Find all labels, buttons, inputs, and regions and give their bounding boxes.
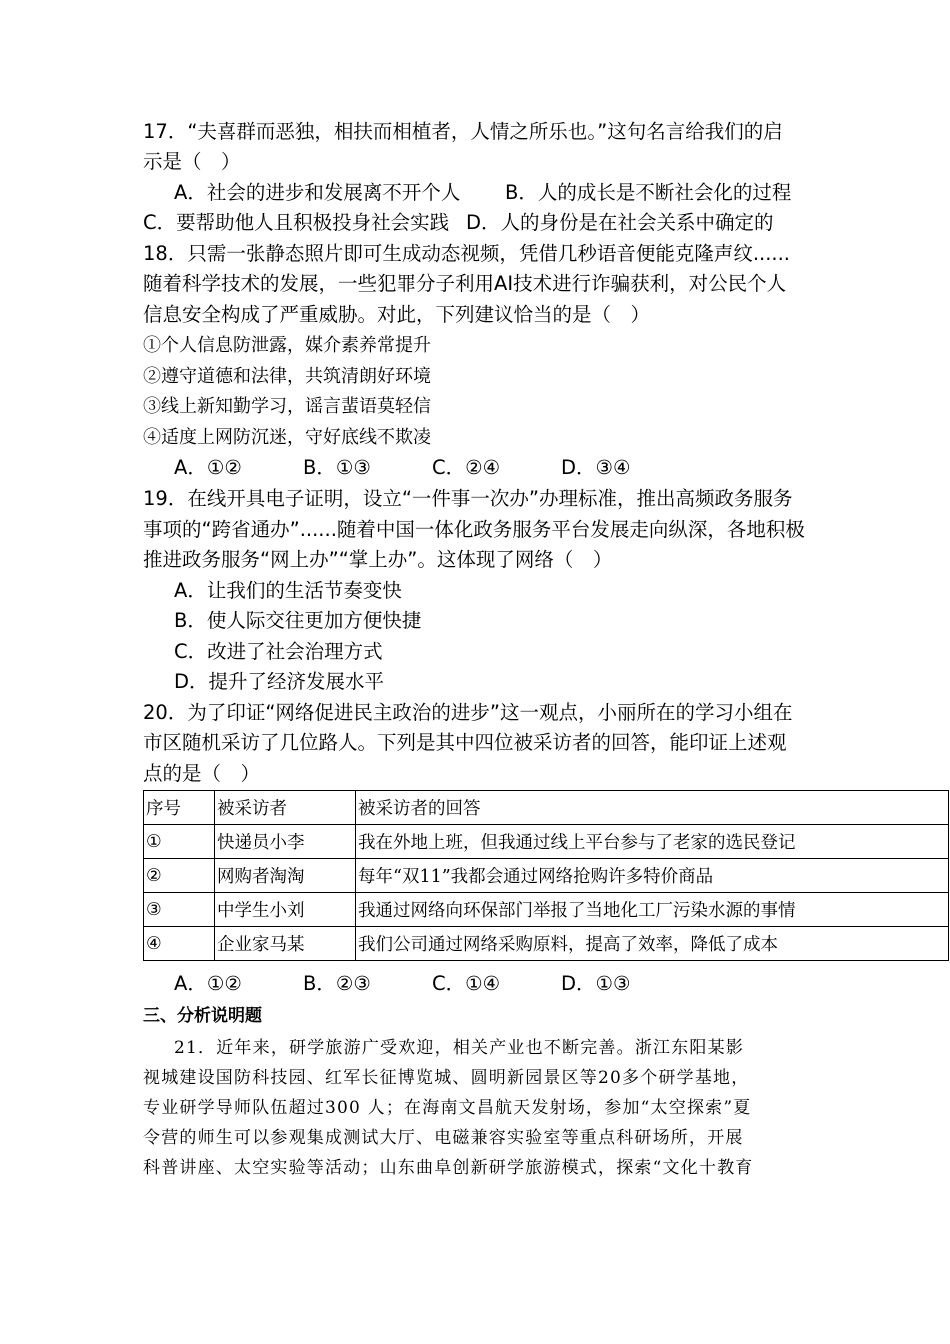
q20-option-c: C．①④ — [432, 972, 501, 995]
q19-option-b: B．使人际交往更加方便快捷 — [174, 609, 422, 632]
q20-option-b: B．②③ — [303, 972, 371, 995]
q21-paragraph-line2: 视城建设国防科技园、红军长征博览城、圆明新园景区等20多个研学基地， — [143, 1068, 750, 1088]
q18-item-2: ②遵守道德和法律，共筑清朗好环境 — [143, 366, 431, 387]
table-header-cell: 被采访者的回答 — [356, 791, 949, 825]
q17-stem-line1: 17．“夫喜群而恶独，相扶而相植者，人情之所乐也。”这句名言给我们的启 — [143, 120, 783, 143]
q19-option-d: D．提升了经济发展水平 — [174, 670, 385, 693]
q19-option-c: C．改进了社会治理方式 — [174, 640, 383, 663]
q18-stem-line1: 18．只需一张静态照片即可生成动态视频，凭借几秒语音便能克隆声纹...... — [143, 242, 791, 265]
q17-option-c: C．要帮助他人且积极投身社会实践 — [143, 211, 450, 234]
table-row — [144, 825, 949, 859]
table-row — [144, 893, 949, 927]
table-cell: 我们公司通过网络采购原料，提高了效率，降低了成本 — [356, 927, 949, 961]
table-cell: ① — [144, 825, 215, 859]
q18-option-c: C．②④ — [432, 456, 501, 479]
q18-option-d: D．③④ — [561, 456, 631, 479]
table-cell: ④ — [144, 927, 215, 961]
q18-option-a: A．①② — [174, 456, 242, 479]
table-header-row — [144, 791, 949, 825]
table-cell: 企业家马某 — [215, 927, 356, 961]
q19-option-a: A．让我们的生活节奏变快 — [174, 579, 402, 602]
q18-item-4: ④适度上网防沉迷，守好底线不欺凌 — [143, 427, 431, 448]
table-cell: ② — [144, 859, 215, 893]
q19-stem-line3: 推进政务服务“网上办”“掌上办”。这体现了网络（ ） — [143, 548, 613, 571]
table-header-cell: 序号 — [144, 791, 215, 825]
table-cell: 快递员小李 — [215, 825, 356, 859]
q17-option-d: D．人的身份是在社会关系中确定的 — [466, 211, 774, 234]
q20-stem-line2: 市区随机采访了几位路人。下列是其中四位被采访者的回答，能印证上述观 — [143, 731, 787, 754]
q17-stem-line2: 示是（ ） — [143, 150, 241, 173]
interview-table — [143, 790, 949, 961]
table-cell: 我通过网络向环保部门举报了当地化工厂污染水源的事情 — [356, 893, 949, 927]
q18-stem-line3: 信息安全构成了严重威胁。对此，下列建议恰当的是（ ） — [143, 303, 651, 326]
section-heading: 三、分析说明题 — [143, 1006, 262, 1026]
q19-stem-line2: 事项的“跨省通办”......随着中国一体化政务服务平台发展走向纵深，各地积极 — [143, 518, 805, 541]
table-cell: ③ — [144, 893, 215, 927]
q17-option-b: B．人的成长是不断社会化的过程 — [505, 181, 792, 204]
q20-stem-line3: 点的是（ ） — [143, 762, 261, 785]
table-cell: 中学生小刘 — [215, 893, 356, 927]
table-cell: 每年“双11”我都会通过网络抢购许多特价商品 — [356, 859, 949, 893]
table-header-cell: 被采访者 — [215, 791, 356, 825]
q20-stem-line1: 20．为了印证“网络促进民主政治的进步”这一观点，小丽所在的学习小组在 — [143, 701, 793, 724]
q21-paragraph-line4: 令营的师生可以参观集成测试大厅、电磁兼容实验室等重点科研场所，开展 — [143, 1128, 744, 1148]
q19-stem-line1: 19．在线开具电子证明，设立“一件事一次办”办理标准，推出高频政务服务 — [143, 487, 793, 510]
q21-paragraph-line1: 21．近年来，研学旅游广受欢迎，相关产业也不断完善。浙江东阳某影 — [174, 1038, 745, 1058]
q18-option-b: B．①③ — [303, 456, 371, 479]
table-row — [144, 927, 949, 961]
table-row — [144, 859, 949, 893]
q21-paragraph-line3: 专业研学导师队伍超过300 人；在海南文昌航天发射场，参加“太空探索”夏 — [143, 1098, 752, 1118]
table-cell: 我在外地上班，但我通过线上平台参与了老家的选民登记 — [356, 825, 949, 859]
q18-stem-line2: 随着科学技术的发展，一些犯罪分子利用AI技术进行诈骗获利，对公民个人 — [143, 272, 787, 295]
q20-option-d: D．①③ — [561, 972, 631, 995]
table-cell: 网购者淘淘 — [215, 859, 356, 893]
q20-option-a: A．①② — [174, 972, 242, 995]
q18-item-1: ①个人信息防泄露，媒介素养常提升 — [143, 335, 431, 356]
q17-option-a: A．社会的进步和发展离不开个人 — [174, 181, 461, 204]
q18-item-3: ③线上新知勤学习，谣言蜚语莫轻信 — [143, 396, 431, 417]
q21-paragraph-line5: 科普讲座、太空实验等活动；山东曲阜创新研学旅游模式，探索“文化十教育 — [143, 1158, 754, 1178]
